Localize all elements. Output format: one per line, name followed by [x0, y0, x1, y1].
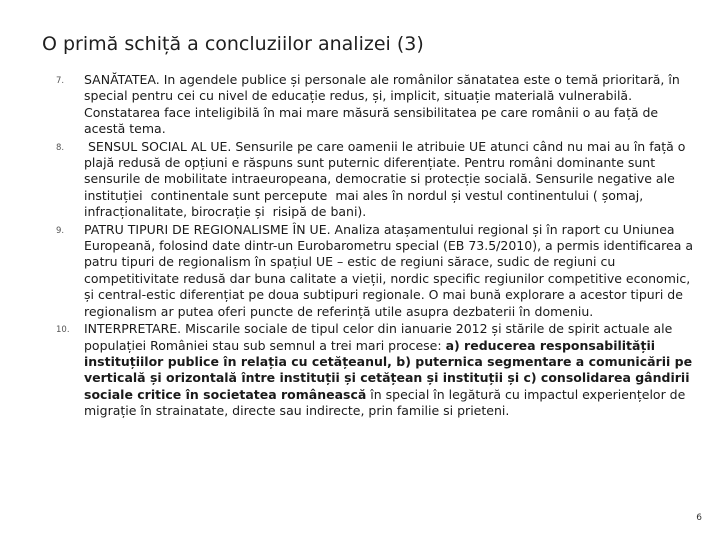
list-item	[48, 72, 696, 138]
list-item-number: 7.	[56, 76, 65, 86]
list-item	[48, 222, 696, 320]
list-item-text-outro: în special în legătură cu impactul experiențelor de migrație în strainatate, directe sau indirecte, prin familie si prieteni.	[84, 386, 686, 419]
list-item-text-emphasis: a) reducerea responsabilității instituțiilor publice în relația cu cetățeanul, b) puternica segmentare a comunicării pe verticală și orizontală între instituții și cetățean și instituții și c) consolidarea gândirii sociale critice în societatea românească	[84, 337, 693, 402]
list-item-text: SENSUL SOCIAL AL UE. Sensurile pe care oamenii le atribuie UE atunci când nu mai au în față o plajă redusă de opțiuni e răspuns sunt puternic diferențiate. Pentru români dominante sunt sensurile de mobilitate intraeuropeana, democratie si protecție socială. Sensurile negative ale instituției continentale sunt percepute mai ales în nordul și vestul continentului ( șomaj, infracționalitate, birocrație și risipă de bani).	[84, 138, 690, 220]
list-item-text: SANĂTATEA. In agendele publice și personale ale românilor sănatatea este o temă prioritară, în special pentru cei cu nivel de educație redus, și, implicit, situație materială vulnerabilă. Constatarea face inteligibilă în mai mare măsură sensibilitatea pe care românii o au față de acestă tema.	[84, 72, 680, 137]
list-item-text: PATRU TIPURI DE REGIONALISME ÎN UE. Analiza atașamentului regional și în raport cu Uniunea Europeană, folosind date dintr-un Eurobarometru special (EB 73.5/2010), a permis identificarea a patru tipuri de regionalism în spațiul UE – estic de regiuni sărace, sudic de regiuni cu competitivitate redusă dar buna calitate a vieții, nordic specific regiunilor competitive economic, și central-estic diferențiat pe doua subtipuri regionale. O mai bună explorare a acestor tipuri de regionalism ar putea oferi puncte de referință utile asupra dezbaterii în domeniu.	[84, 221, 693, 319]
list-item-number: 8.	[56, 142, 65, 153]
slide-title: O primă schiță a concluziilor analizei (3)	[42, 33, 424, 55]
list-item-text-intro: INTERPRETARE. Miscarile sociale de tipul celor din ianuarie 2012 și stările de spirit actuale ale populației României stau sub semnul a trei mari procese:	[84, 321, 673, 353]
list-item-number: 9.	[56, 225, 65, 236]
list-item	[48, 321, 696, 419]
conclusions-list	[48, 72, 696, 421]
list-item	[48, 139, 696, 221]
page-number: 6	[696, 513, 702, 523]
list-item-number: 10.	[56, 325, 70, 336]
